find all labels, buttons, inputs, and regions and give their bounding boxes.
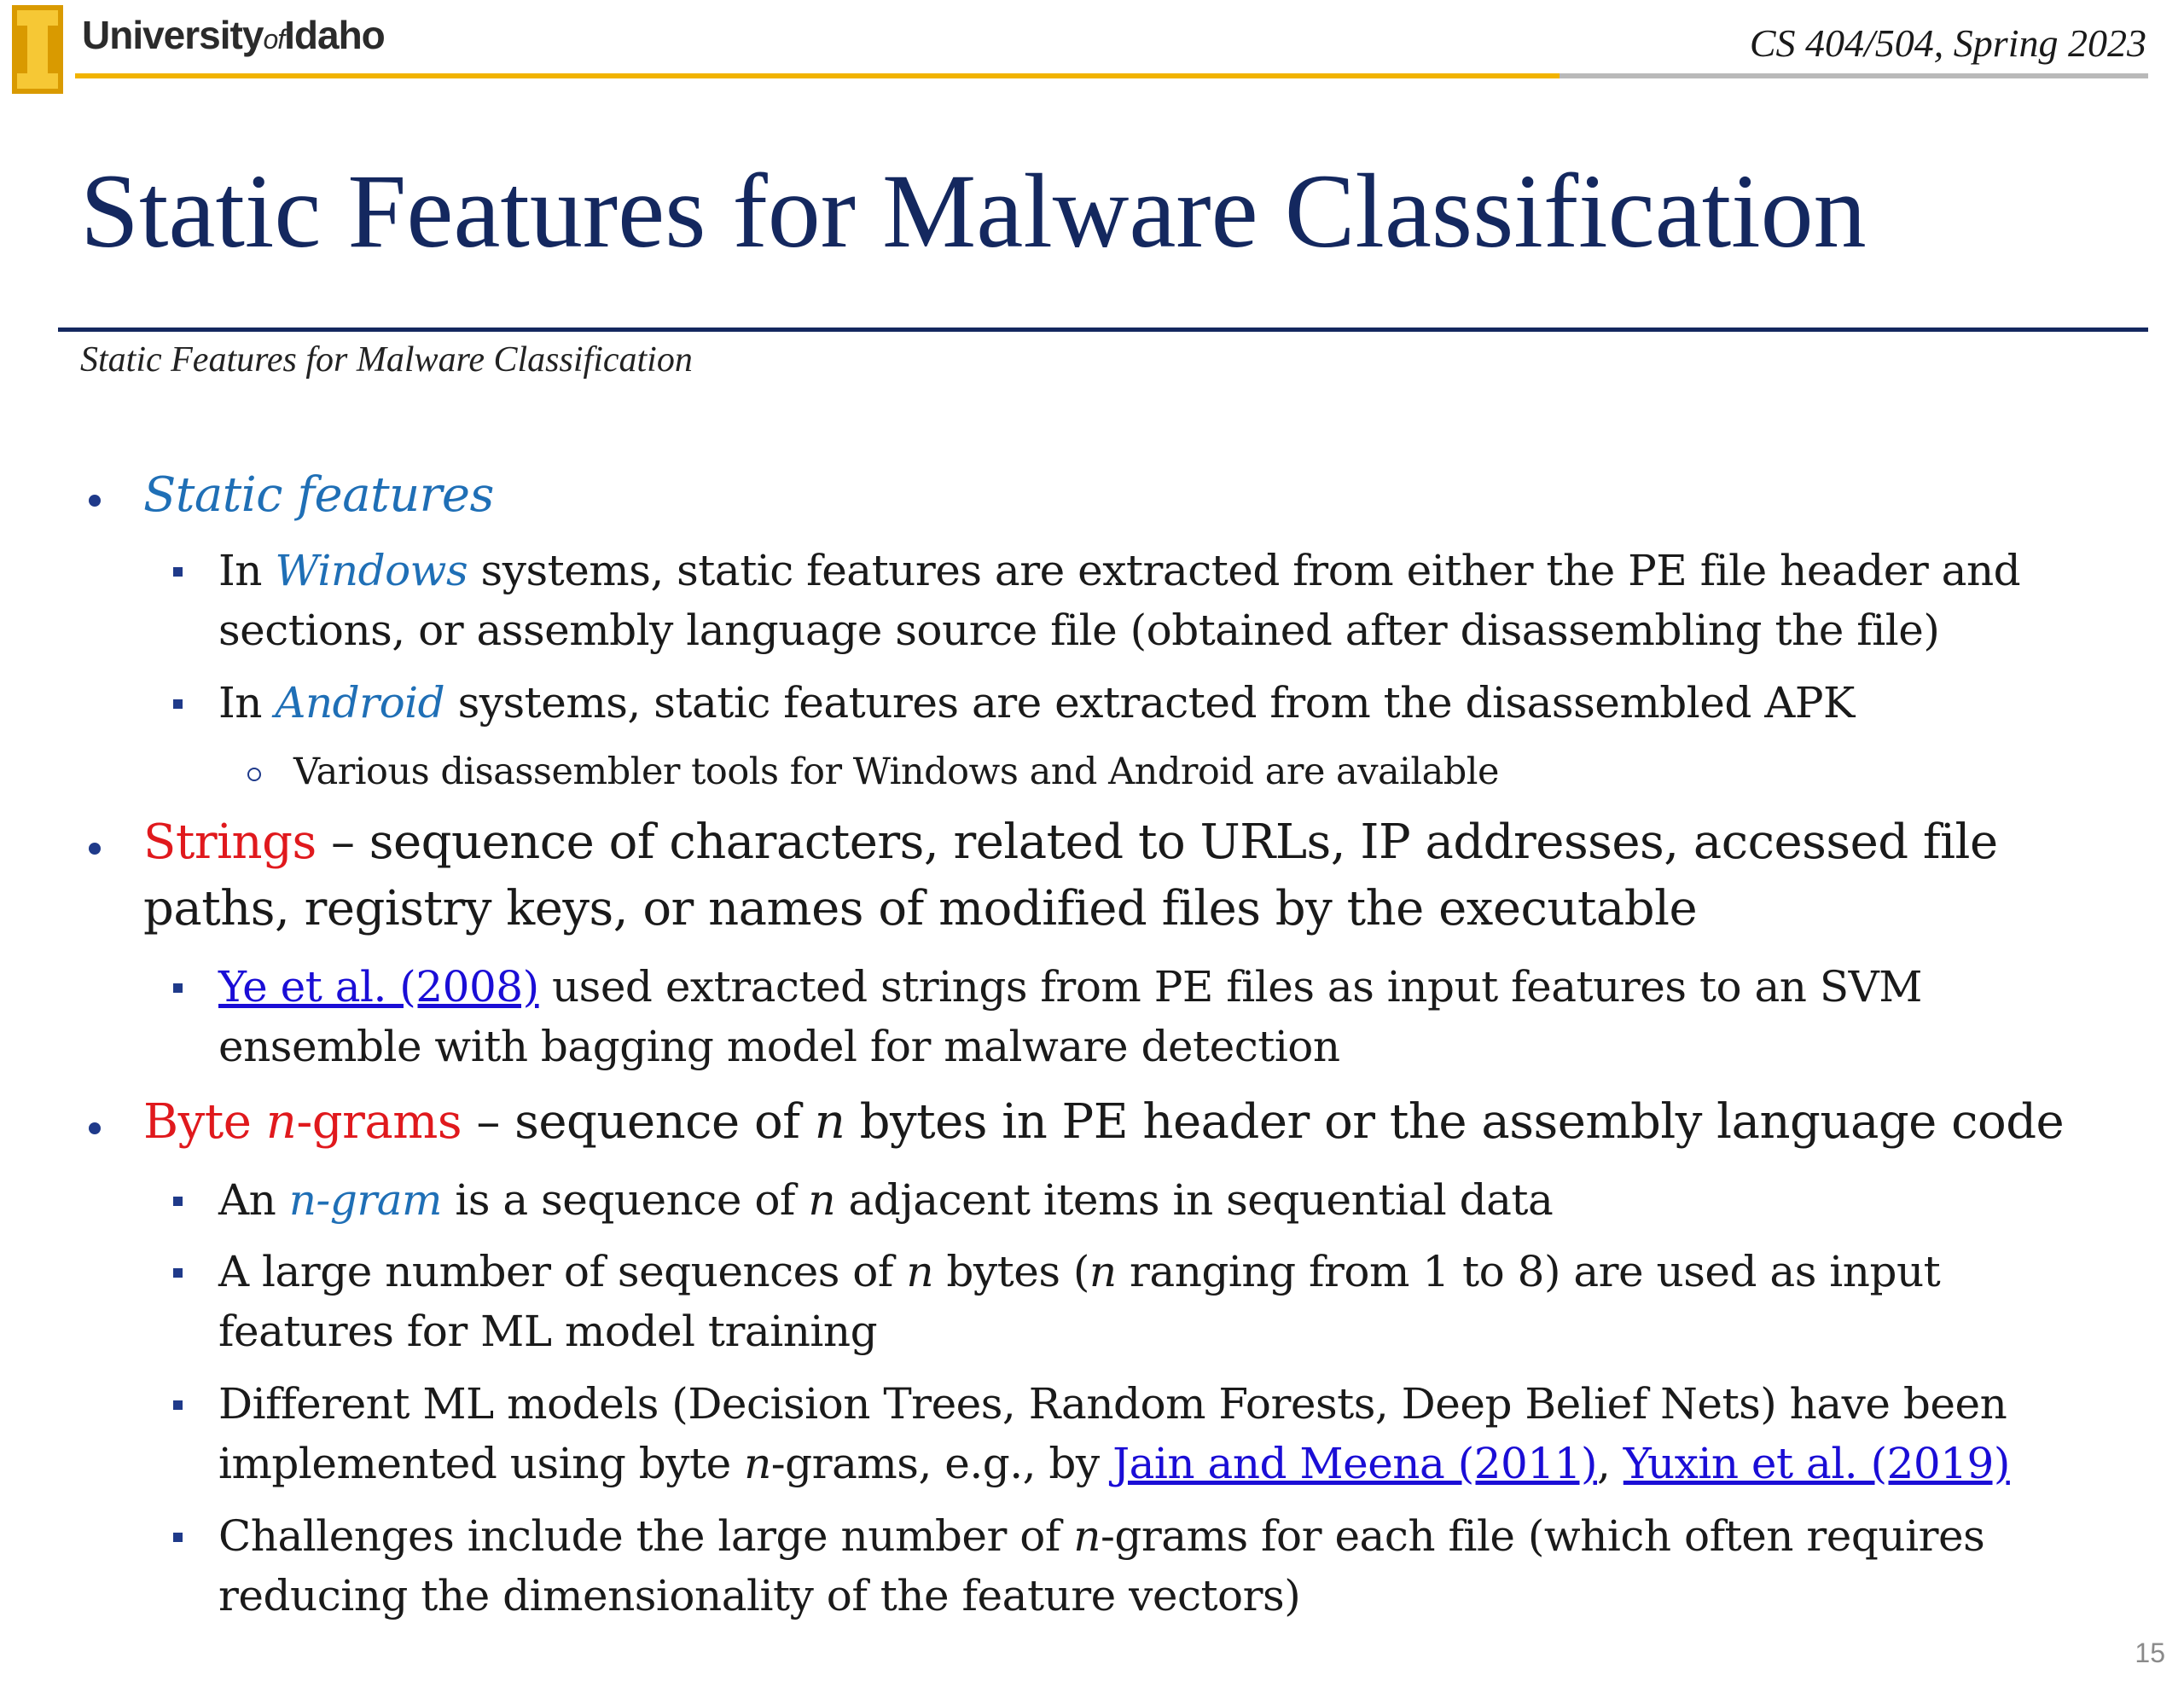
subbullet-ye: Ye et al. (2008) used extracted strings from PE files as input features to an SVM xyxy=(218,962,1922,1012)
subbullet-large-number-cont: features for ML model training xyxy=(218,1307,878,1356)
subbullet-ml-models: Different ML models (Decision Trees, Random Forests, Deep Belief Nets) have been xyxy=(218,1379,2007,1429)
bullet-static-features: Static features xyxy=(143,467,494,523)
subbullet-android: In Android systems, static features are extracted from the disassembled APK xyxy=(218,678,1855,728)
square-bullet-icon xyxy=(173,1268,183,1278)
subbullet-ye-cont: ensemble with bagging model for malware detection xyxy=(218,1022,1340,1071)
square-bullet-icon xyxy=(173,1197,183,1206)
logo-wordmark: UniversityofIdaho xyxy=(82,13,385,57)
bullet-dot-icon xyxy=(89,843,101,855)
bullet-strings: Strings – sequence of characters, related to URLs, IP addresses, accessed file xyxy=(143,815,1998,870)
link-ye-2008[interactable]: Ye et al. (2008) xyxy=(218,962,539,1012)
square-bullet-icon xyxy=(173,1400,183,1410)
subbullet-windows-cont: sections, or assembly language source file (obtained after disassembling the file) xyxy=(218,606,1940,655)
square-bullet-icon xyxy=(173,1533,183,1542)
bullet-strings-cont: paths, registry keys, or names of modified files by the executable xyxy=(143,881,1698,936)
subbullet-ngram-def: An n-gram is a sequence of n adjacent items in sequential data xyxy=(218,1175,1554,1225)
bullet-byte-ngrams: Byte n-grams – sequence of n bytes in PE header or the assembly language code xyxy=(143,1094,2065,1150)
page-number: 15 xyxy=(2135,1638,2165,1668)
square-bullet-icon xyxy=(173,567,183,577)
square-bullet-icon xyxy=(173,699,183,709)
slide-subtitle: Static Features for Malware Classification xyxy=(80,340,693,380)
subbullet-large-number: A large number of sequences of n bytes (n ranging from 1 to 8) are used as input xyxy=(218,1247,1941,1296)
subsubbullet-disassembler: Various disassembler tools for Windows and Android are available xyxy=(293,751,1499,793)
subbullet-challenges: Challenges include the large number of n-grams for each file (which often requires xyxy=(218,1511,1985,1561)
subbullet-ml-models-cont: implemented using byte n-grams, e.g., by Jain and Meena (2011), Yuxin et al. (2019) xyxy=(218,1439,2010,1488)
subbullet-challenges-cont: reducing the dimensionality of the feature vectors) xyxy=(218,1571,1301,1620)
slide-title: Static Features for Malware Classification xyxy=(80,153,1867,270)
link-yuxin-2019[interactable]: Yuxin et al. (2019) xyxy=(1623,1439,2010,1488)
circle-bullet-icon xyxy=(247,768,261,781)
square-bullet-icon xyxy=(173,983,183,993)
bullet-dot-icon xyxy=(89,495,101,507)
bullet-dot-icon xyxy=(89,1122,101,1134)
subbullet-windows: In Windows systems, static features are extracted from either the PE file header and xyxy=(218,546,2021,595)
link-jain-meena-2011[interactable]: Jain and Meena (2011) xyxy=(1112,1439,1597,1488)
course-label: CS 404/504, Spring 2023 xyxy=(1749,21,2146,65)
